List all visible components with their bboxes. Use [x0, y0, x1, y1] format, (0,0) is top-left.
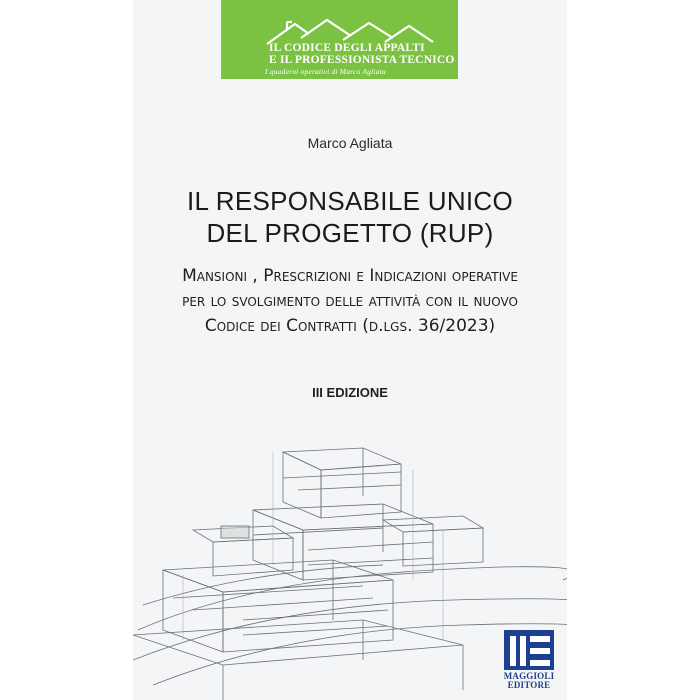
book-title-line1: IL RESPONSABILE UNICO	[186, 186, 514, 216]
maggioli-logo-icon	[504, 630, 554, 670]
publisher-logo	[498, 630, 560, 690]
series-subtitle: I quaderni operativi di Marco Agliata	[265, 67, 386, 76]
author-name: Marco Agliata	[307, 135, 393, 151]
series-title-line2: E IL PROFESSIONISTA TECNICO	[269, 54, 455, 66]
publisher-label: EDITORE	[507, 680, 551, 690]
publisher-name: MAGGIOLI	[503, 671, 555, 681]
book-subtitle-line1: Mansioni , Prescrizioni e Indicazioni operative	[182, 266, 518, 286]
edition-label: III EDIZIONE	[312, 385, 388, 400]
book-subtitle-line2: per lo svolgimento delle attività con il nuovo	[182, 291, 518, 311]
series-title-line1: IL CODICE DEGLI APPALTI	[269, 42, 425, 54]
book-subtitle-line3: Codice dei Contratti (d.lgs. 36/2023)	[204, 316, 496, 336]
series-banner	[221, 0, 458, 79]
book-title-line2: DEL PROGETTO (RUP)	[206, 218, 494, 248]
